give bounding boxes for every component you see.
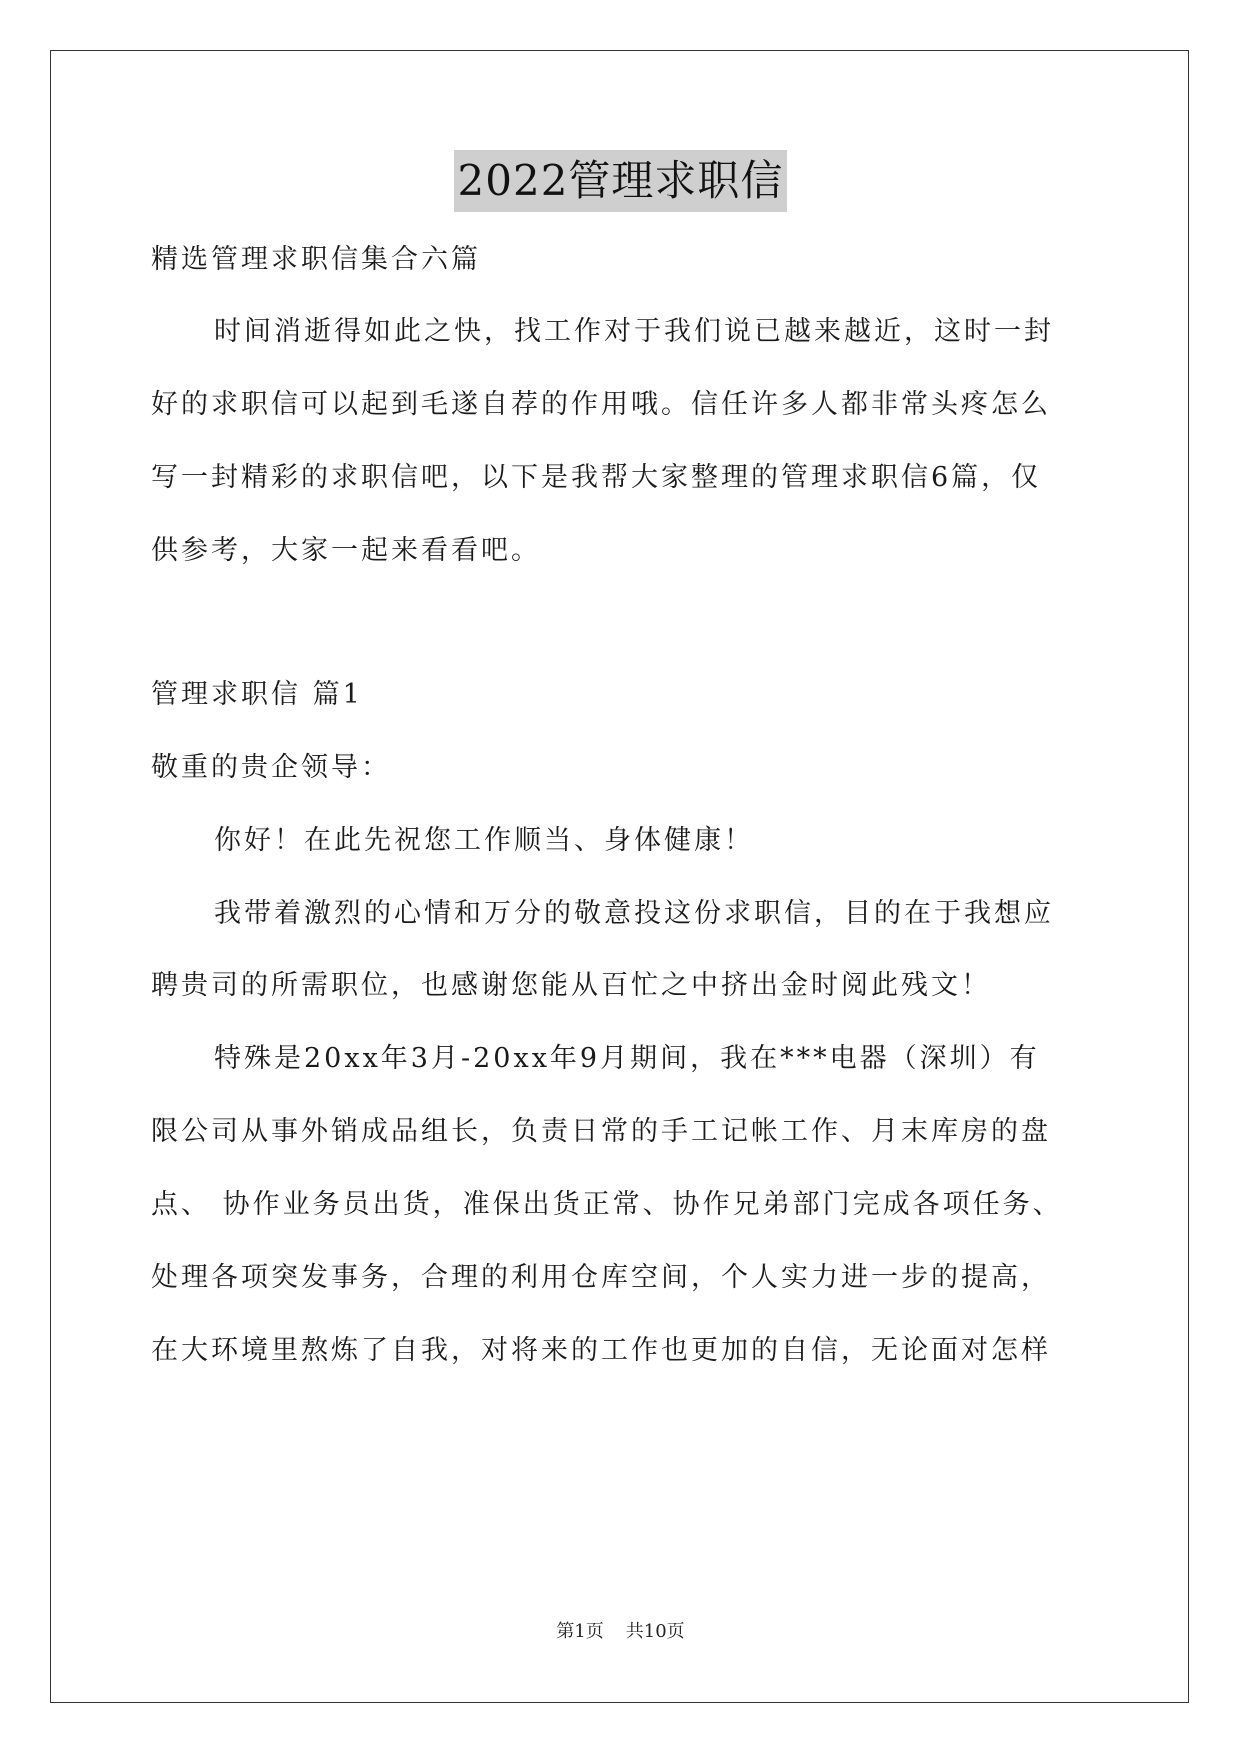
page-number: 第1页: [556, 1621, 604, 1642]
intro-paragraph-line: 时间消逝得如此之快，找工作对于我们说已越来越近，这时一封: [214, 316, 1054, 347]
section-heading: 管理求职信 篇1: [151, 679, 363, 710]
subtitle-line: 精选管理求职信集合六篇: [151, 244, 481, 275]
page-footer: [0, 1620, 1241, 1644]
body-paragraph-line: 聘贵司的所需职位，也感谢您能从百忙之中挤出金时阅此残文！: [151, 970, 991, 1001]
page-total: 共10页: [625, 1621, 685, 1642]
body-paragraph-line: 在大环境里熬炼了自我，对将来的工作也更加的自信，无论面对怎样: [151, 1335, 1051, 1366]
salutation: 敬重的贵企领导：: [151, 752, 391, 783]
page-border: [50, 50, 1189, 1703]
greeting-line: 你好！在此先祝您工作顺当、身体健康！: [214, 825, 754, 856]
title-container: [0, 150, 1241, 212]
body-paragraph-line: 处理各项突发事务，合理的利用仓库空间，个人实力进一步的提高，: [151, 1262, 1051, 1293]
body-paragraph-line: 特殊是20xx年3月-20xx年9月期间，我在***电器（深圳）有: [214, 1043, 1040, 1074]
body-paragraph-line: 点、 协作业务员出货，准保出货正常、协作兄弟部门完成各项任务、: [151, 1189, 1063, 1220]
intro-paragraph-line: 供参考，大家一起来看看吧。: [151, 535, 541, 566]
intro-paragraph-line: 好的求职信可以起到毛遂自荐的作用哦。信任许多人都非常头疼怎么: [151, 389, 1051, 420]
intro-paragraph-line: 写一封精彩的求职信吧，以下是我帮大家整理的管理求职信6篇，仅: [151, 462, 1042, 493]
body-paragraph-line: 我带着激烈的心情和万分的敬意投这份求职信，目的在于我想应: [214, 898, 1054, 929]
body-paragraph-line: 限公司从事外销成品组长，负责日常的手工记帐工作、月末库房的盘: [151, 1116, 1051, 1147]
document-title: 2022管理求职信: [454, 150, 788, 212]
